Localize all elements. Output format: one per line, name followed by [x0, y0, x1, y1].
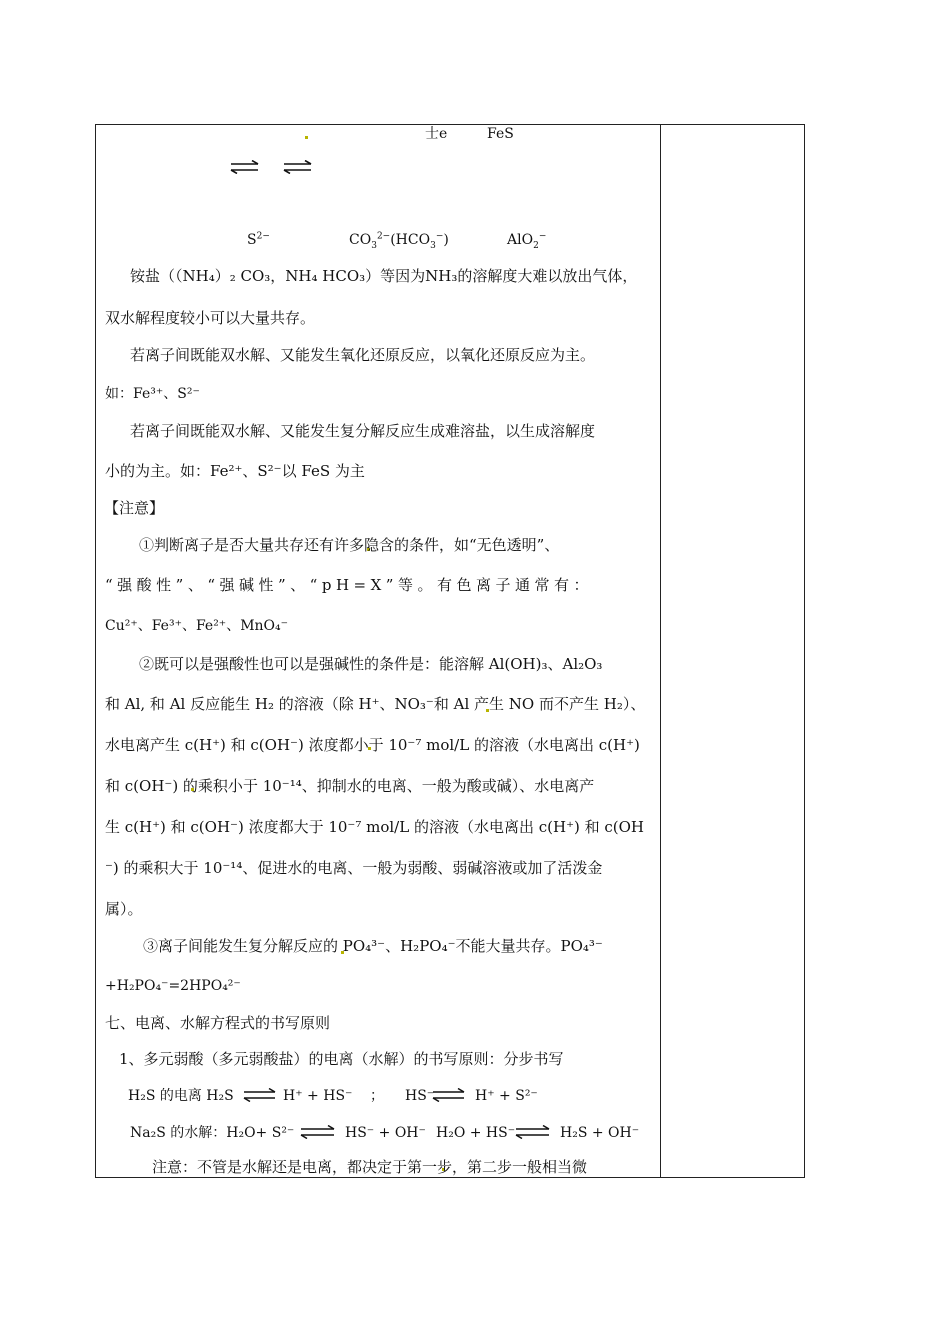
equilibrium-arrow-icon [515, 1125, 551, 1139]
eq1-right2: H⁺ + S²⁻ [475, 1088, 538, 1104]
note2-line2: 和 Al, 和 Al 反应能生 H₂ 的溶液（除 H⁺、NO₃⁻和 Al 产生 NO 而不产生 H₂）、 [105, 695, 646, 713]
para1-line2: 双水解程度较小可以大量共存。 [105, 309, 316, 327]
note2-line6: ⁻) 的乘积大于 10⁻¹⁴、促进水的电离、一般为弱酸、弱碱溶液或加了活泼金 [105, 859, 603, 877]
note2-line3: 水电离产生 c(H⁺) 和 c(OH⁻) 浓度都小于 10⁻⁷ mol/L 的溶液（水电离出 c(H⁺) [105, 736, 640, 754]
para2-line1: 若离子间既能双水解、又能发生氧化还原反应，以氧化还原反应为主。 [130, 346, 596, 364]
top-label-2: FeS [487, 126, 514, 142]
note2-line4: 和 c(OH⁻) 的乘积小于 10⁻¹⁴、抑制水的电离、一般为酸或碱）、水电离产 [105, 777, 595, 795]
equilibrium-arrow-icon [283, 160, 313, 174]
note2-line7: 属）。 [105, 900, 143, 918]
note1-line3: Cu²⁺、Fe³⁺、Fe²⁺、MnO₄⁻ [105, 618, 289, 634]
eq2-mid: H₂O + HS⁻ [436, 1125, 516, 1141]
note3-line1: ③离子间能发生复分解反应的 PO₄³⁻、H₂PO₄⁻不能大量共存。PO₄³⁻ [143, 937, 603, 955]
eq2-right2: H₂S + OH⁻ [560, 1125, 640, 1141]
equilibrium-arrow-icon [432, 1088, 466, 1102]
ion-label-sulfide: $S^{2-}$ [247, 231, 270, 248]
section7-note: 注意：不管是水解还是电离，都决定于第一步，第二步一般相当微 [152, 1158, 588, 1176]
note2-line5: 生 c(H⁺) 和 c(OH⁻) 浓度都大于 10⁻⁷ mol/L 的溶液（水电离出 c(H⁺) 和 c(OH [105, 818, 645, 836]
yellow-dot-mark [305, 136, 308, 139]
para1-line1: 铵盐（（NH₄）₂ CO₃，NH₄ HCO₃）等因为NH₃的溶解度大难以放出气体， [130, 267, 638, 285]
table-column-divider [660, 124, 661, 1178]
section7-heading: 七、电离、水解方程式的书写原则 [105, 1014, 331, 1032]
eq2-left: Na₂S 的水解：H₂O+ S²⁻ [130, 1125, 295, 1141]
para2-line2: 如：Fe³⁺、S²⁻ [105, 386, 200, 402]
top-label-1: 士e [425, 126, 448, 142]
para3-line2: 小的为主。如：Fe²⁺、S²⁻以 FeS 为主 [105, 462, 365, 480]
note-heading: 【注意】 [104, 499, 165, 517]
note1-line1: ①判断离子是否大量共存还有许多隐含的条件，如“无色透明”、 [139, 536, 560, 554]
eq1-separator: ； [370, 1088, 384, 1104]
note2-line1: ②既可以是强酸性也可以是强碱性的条件是：能溶解 Al(OH)₃、Al₂O₃ [139, 655, 603, 673]
ion-label-carbonate: $CO_3^{2-}(HCO_3^-)$ [349, 231, 449, 251]
equilibrium-arrow-icon [243, 1088, 277, 1102]
para3-line1: 若离子间既能双水解、又能发生复分解反应生成难溶盐，以生成溶解度 [130, 422, 596, 440]
eq1-mid: HS⁻ [405, 1088, 435, 1104]
eq2-right1: HS⁻ + OH⁻ [345, 1125, 426, 1141]
equilibrium-arrow-icon [230, 160, 260, 174]
eq1-right1: H⁺ + HS⁻ [283, 1088, 353, 1104]
eq1-left: H₂S 的电离 H₂S [128, 1088, 234, 1104]
equilibrium-arrow-icon [300, 1125, 336, 1139]
section7-rule1: 1、多元弱酸（多元弱酸盐）的电离（水解）的书写原则：分步书写 [119, 1050, 564, 1068]
note1-line2: “强酸性”、“强碱性”、“pH=X”等。有色离子通常有： [105, 576, 593, 594]
note3-line2: +H₂PO₄⁻=2HPO₄²⁻ [105, 978, 241, 994]
ion-label-aluminate: AlO$_2$− [507, 231, 547, 251]
